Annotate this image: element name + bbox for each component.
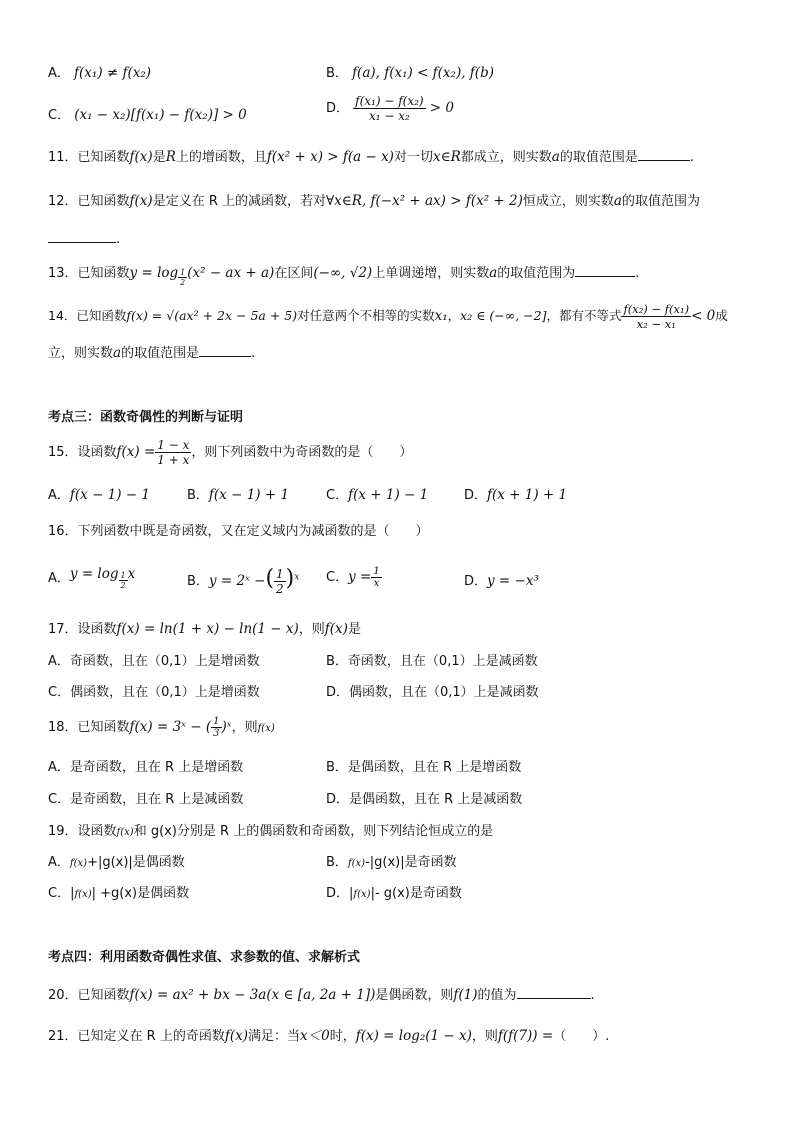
question-text: .	[116, 232, 121, 247]
question-14	[48, 302, 754, 331]
fraction-numerator: 1 − x	[157, 438, 190, 452]
math-expression: y = log	[69, 566, 119, 582]
question-text: .	[635, 266, 640, 281]
fraction-denominator: x	[373, 578, 380, 589]
question-12	[48, 190, 754, 209]
q15-option-d	[464, 484, 567, 503]
math-expression: f(x)	[353, 889, 371, 900]
math-expression: f(x² + x) > f(a − x)	[266, 149, 394, 165]
option-label: D．	[464, 574, 488, 589]
math-expression: y = −x³	[487, 573, 539, 589]
q19-option-b	[326, 851, 457, 870]
math-expression: a	[551, 149, 560, 165]
q15-option-a	[48, 484, 150, 503]
question-text: 17．设函数	[48, 622, 117, 637]
option-label: B．	[326, 855, 348, 870]
question-18	[48, 716, 754, 739]
option-label: C．	[48, 886, 71, 901]
question-14-line-2	[48, 342, 255, 361]
option-label: A．	[48, 488, 70, 503]
math-expression: (x₁ − x₂)[f(x₁) − f(x₂)] > 0	[74, 107, 247, 123]
question-text: 恒成立，则实数	[522, 194, 614, 209]
fraction-denominator: 2	[120, 581, 126, 590]
question-text: 上的增函数，且	[175, 150, 267, 165]
math-expression: x₁	[434, 308, 448, 324]
q18-option-a: A．是奇函数，且在 R 上是增函数	[48, 760, 244, 775]
math-expression: f(x) =	[116, 444, 156, 460]
math-expression: f(x)	[74, 889, 92, 900]
question-text: 是偶函数，则	[375, 988, 454, 1003]
question-12-line-2	[48, 230, 120, 247]
option-text: |- g(x)是奇函数	[370, 886, 462, 901]
fraction-denominator: 2	[180, 278, 186, 287]
question-16: 16．下列函数中既是奇函数，又在定义域内为减函数的是（ ）	[48, 524, 429, 539]
fraction	[621, 302, 691, 331]
option-text: |	[349, 886, 354, 901]
q16-option-b: B．y = 2ˣ −( $\frac{1}{2}$ )$^x$	[187, 566, 300, 596]
math-expression: y = 2ˣ −	[208, 573, 266, 589]
option-text: -|g(x)|是奇函数	[365, 855, 457, 870]
math-expression: f(x)	[129, 193, 153, 209]
option-label: D．	[326, 886, 350, 901]
question-17	[48, 618, 754, 637]
q10-option-c	[48, 104, 247, 123]
q19-option-a	[48, 851, 185, 870]
q10-option-a	[48, 62, 151, 81]
q19-option-c	[48, 882, 189, 901]
option-label: C．	[48, 108, 71, 123]
log-base-fraction	[119, 571, 128, 590]
math-expression: f(f(7)) =	[497, 1028, 554, 1044]
question-text: ，则	[231, 720, 258, 735]
option-label: B．	[187, 488, 209, 503]
exponent: x	[294, 572, 300, 583]
question-text: 11．已知函数	[48, 150, 130, 165]
section-heading-4: 考点四：利用函数奇偶性求值、求参数的值、求解析式	[48, 950, 361, 965]
question-text: ，则下列函数中为奇函数的是（ ）	[191, 445, 413, 460]
fraction-numerator: 1	[213, 716, 220, 727]
q19-option-d	[326, 882, 462, 901]
question-text: 18．已知函数	[48, 720, 130, 735]
math-expression: x＜0	[300, 1028, 330, 1044]
question-15	[48, 438, 754, 467]
question-text: 都成立，则实数	[460, 150, 552, 165]
option-label: D．	[464, 488, 488, 503]
question-text: .	[590, 988, 595, 1003]
q17-option-b: B．奇函数，且在（0,1）上是减函数	[326, 654, 538, 669]
fraction-numerator: 1	[120, 571, 126, 580]
option-label: B．	[326, 66, 348, 81]
q16-option-c	[326, 566, 382, 589]
question-text: 21．已知定义在 R 上的奇函数	[48, 1029, 225, 1044]
question-11	[48, 146, 754, 165]
math-expression: R	[165, 149, 176, 165]
q15-option-b	[187, 484, 289, 503]
question-text: ，则	[298, 622, 325, 637]
question-text: 满足：当	[248, 1029, 301, 1044]
answer-blank[interactable]	[517, 986, 591, 999]
math-expression: )ˣ	[221, 719, 232, 735]
math-expression: x₂ ∈ (−∞, −2]	[460, 308, 547, 323]
question-text: （ ）.	[553, 1029, 610, 1044]
math-expression: ∀x∈R, f(−x² + ax) > f(x² + 2)	[326, 193, 523, 209]
math-expression: a	[613, 193, 622, 209]
math-expression: f(x)	[257, 723, 275, 734]
option-label: A．	[48, 571, 70, 586]
math-expression: f(a), f(x₁) < f(x₂), f(b)	[352, 65, 494, 81]
question-text: 对一切	[393, 150, 433, 165]
fraction	[353, 94, 425, 123]
math-expression: f(x) = 3ˣ − (	[129, 719, 212, 735]
math-expression: f(x)	[224, 1028, 248, 1044]
math-expression: a	[489, 265, 498, 281]
question-21	[48, 1024, 754, 1044]
q16-option-a	[48, 566, 135, 590]
math-expression: y = log	[129, 265, 179, 281]
question-text: 19．设函数	[48, 824, 117, 839]
q17-option-a: A．奇函数，且在（0,1）上是增函数	[48, 654, 260, 669]
question-text: .	[689, 150, 694, 165]
question-text: 上单调递增，则实数	[372, 266, 490, 281]
answer-blank[interactable]	[199, 344, 251, 357]
math-expression: f(x − 1) + 1	[208, 487, 290, 503]
fraction-numerator: f(x₁) − f(x₂)	[355, 94, 424, 108]
q10-option-b	[326, 62, 494, 81]
question-text: 20．已知函数	[48, 988, 130, 1003]
fraction-denominator: 3	[213, 728, 220, 739]
math-expression: (−∞, √2)	[313, 265, 373, 281]
fraction	[274, 567, 286, 596]
question-text: ，则	[471, 1029, 498, 1044]
math-expression: f(1)	[453, 987, 478, 1003]
answer-blank[interactable]	[575, 264, 635, 277]
fraction-numerator: 1	[276, 567, 284, 581]
question-text: 立，则实数	[48, 346, 114, 361]
option-text: | +g(x)是偶函数	[91, 886, 190, 901]
fraction-denominator: x₂ − x₁	[636, 317, 676, 331]
question-text: .	[251, 346, 256, 361]
math-expression: f(x) = √(ax² + 2x − 5a + 5)	[126, 308, 298, 323]
question-20	[48, 984, 754, 1003]
answer-blank[interactable]	[48, 230, 116, 243]
fraction-numerator: 1	[180, 268, 186, 277]
question-text: 和 g(x)分别是 R 上的偶函数和奇函数，则下列结论恒成立的是	[133, 824, 494, 839]
q18-option-c: C．是奇函数，且在 R 上是减函数	[48, 792, 244, 807]
math-expression: x	[127, 566, 136, 582]
math-expression: f(x − 1) − 1	[69, 487, 151, 503]
question-text: ，都有不等式	[546, 308, 622, 323]
q16-option-d	[464, 570, 539, 589]
question-19	[48, 820, 754, 839]
math-expression: f(x) = ax² + bx − 3a(x ∈ [a, 2a + 1])	[129, 987, 376, 1003]
question-text: 时，	[329, 1029, 356, 1044]
option-label: C．	[326, 488, 349, 503]
question-text: 的值为	[477, 988, 517, 1003]
math-expression: f(x)	[129, 149, 153, 165]
math-expression: < 0	[691, 308, 716, 324]
question-text: ，	[447, 308, 461, 323]
question-text: 是	[152, 150, 166, 165]
fraction-denominator: 2	[276, 582, 284, 596]
math-expression: y =	[348, 569, 372, 585]
math-expression: f(x)	[116, 827, 134, 838]
question-text: 是	[347, 622, 361, 637]
question-text: 15．设函数	[48, 445, 117, 460]
log-base-fraction	[178, 268, 187, 287]
option-label: C．	[326, 570, 349, 585]
question-text: 在区间	[274, 266, 314, 281]
math-expression: a	[113, 345, 122, 361]
question-text: 13．已知函数	[48, 266, 130, 281]
q10-option-d	[326, 94, 454, 123]
math-expression: f(x) = log₂(1 − x)	[355, 1028, 472, 1044]
fraction-denominator: 1 + x	[157, 453, 190, 467]
q17-option-d: D．偶函数，且在（0,1）上是减函数	[326, 685, 539, 700]
fraction	[211, 716, 221, 739]
math-expression: f(x)	[324, 621, 348, 637]
question-text: 对任意两个不相等的实数	[297, 308, 435, 323]
question-13	[48, 262, 754, 287]
question-text: 的取值范围是	[559, 150, 638, 165]
question-text: 成	[715, 308, 728, 323]
option-label: B．	[187, 574, 209, 589]
fraction	[371, 566, 381, 589]
option-text: +|g(x)|是偶函数	[87, 855, 185, 870]
answer-blank[interactable]	[638, 148, 690, 161]
fraction-numerator: 1	[373, 566, 380, 577]
q18-option-b: B．是偶函数，且在 R 上是增函数	[326, 760, 522, 775]
math-expression: f(x + 1) − 1	[348, 487, 429, 503]
q18-option-d: D．是偶函数，且在 R 上是减函数	[326, 792, 523, 807]
question-text: 是定义在 R 上的减函数，若对	[152, 194, 327, 209]
question-text: 的取值范围是	[121, 346, 200, 361]
math-expression: f(x)	[347, 858, 366, 869]
math-expression: x∈R	[432, 149, 461, 165]
math-expression: (x² − ax + a)	[187, 265, 275, 281]
fraction-numerator: f(x₂) − f(x₁)	[623, 302, 690, 316]
section-heading-3: 考点三：函数奇偶性的判断与证明	[48, 410, 244, 425]
q17-option-c: C．偶函数，且在（0,1）上是增函数	[48, 685, 260, 700]
option-label: A．	[48, 855, 70, 870]
math-expression: f(x₁) ≠ f(x₂)	[74, 65, 152, 81]
math-expression: > 0	[429, 100, 454, 116]
fraction	[155, 438, 191, 467]
option-label: A．	[48, 66, 70, 81]
question-text: 的取值范围为	[621, 194, 700, 209]
question-text: 12．已知函数	[48, 194, 130, 209]
option-text: |	[70, 886, 75, 901]
question-text: 14．已知函数	[48, 308, 127, 323]
math-expression: f(x + 1) + 1	[487, 487, 568, 503]
fraction-denominator: x₁ − x₂	[368, 109, 410, 123]
math-expression: f(x) = ln(1 + x) − ln(1 − x)	[116, 621, 299, 637]
question-text: 的取值范围为	[497, 266, 576, 281]
option-label: D．	[326, 101, 350, 116]
math-expression: f(x)	[69, 858, 88, 869]
q15-option-c	[326, 484, 428, 503]
